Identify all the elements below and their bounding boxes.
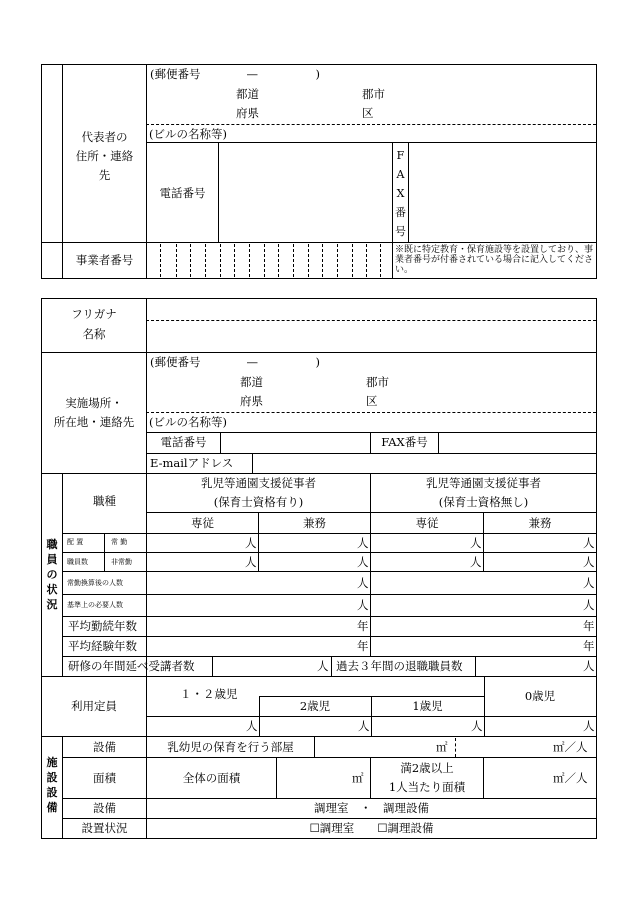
side-char: 設 — [46, 771, 58, 784]
unit-sqm[interactable]: ㎡ — [436, 740, 448, 754]
unit-year[interactable]: 年 — [357, 639, 369, 653]
staff-status-side-label — [43, 537, 61, 612]
fulltime-header-b: 専従 — [415, 516, 439, 530]
retired-label: 過去３年間の退職職員数 — [336, 659, 463, 673]
area-label: 面積 — [93, 771, 116, 785]
unqualified-header-2: (保育士資格無し) — [438, 495, 529, 509]
prefecture-label-2: 府県 — [236, 106, 259, 120]
phone-input[interactable] — [219, 143, 391, 241]
city-label-4: 区 — [366, 394, 378, 408]
parttime-header-b: 兼務 — [528, 516, 552, 530]
unit-sqm-per-person[interactable]: ㎡／人 — [553, 740, 588, 754]
training-label: 研修の年間延べ受講者数 — [68, 659, 195, 673]
postal-code-label-2[interactable]: (郵便番号 — ) — [150, 355, 320, 369]
unit-year[interactable]: 年 — [583, 639, 595, 653]
fulltime-row-label: 常 勤 — [111, 538, 128, 546]
unit-year[interactable]: 年 — [583, 619, 595, 633]
qualified-header-1: 乳児等通園支援従事者 — [201, 476, 316, 490]
fax-char: 号 — [395, 225, 406, 238]
equipment-label-2: 設備 — [93, 801, 116, 815]
building-name-label[interactable]: (ビルの名称等) — [149, 127, 227, 141]
prefecture-label-1: 都道 — [236, 87, 259, 101]
postal-code-label[interactable]: (郵便番号 — ) — [150, 67, 320, 81]
furigana-label: フリガナ — [71, 307, 117, 321]
email-input[interactable] — [253, 454, 595, 473]
unit-person[interactable]: 人 — [357, 598, 369, 612]
unit-sqm-per-person[interactable]: ㎡／人 — [553, 771, 588, 785]
phone-label-2: 電話番号 — [160, 435, 207, 449]
unit-person[interactable]: 人 — [317, 659, 329, 673]
facility-side-label — [43, 755, 61, 815]
staff-count-label: 職員数 — [67, 558, 88, 566]
unit-person[interactable]: 人 — [357, 536, 369, 550]
required-count-label: 基準上の必要人数 — [67, 601, 123, 609]
side-char: 員 — [46, 553, 58, 566]
city-label-2: 区 — [362, 106, 374, 120]
unit-person[interactable]: 人 — [246, 719, 258, 733]
rep-label-1: 代表者の — [81, 130, 128, 144]
rep-label-2: 住所・連絡 — [75, 149, 134, 163]
phone-input-2[interactable] — [221, 433, 369, 452]
email-label: E-mailアドレス — [150, 456, 234, 470]
fte-count-label: 常勤換算後の人数 — [67, 579, 123, 587]
unit-sqm[interactable]: ㎡ — [352, 771, 364, 785]
unit-person[interactable]: 人 — [583, 719, 595, 733]
side-char: 況 — [46, 598, 58, 611]
age0-header: 0歳児 — [524, 689, 556, 703]
side-char: の — [46, 568, 58, 581]
side-char: 備 — [46, 801, 58, 814]
side-char: 状 — [46, 583, 58, 596]
rep-label-3: 先 — [98, 168, 111, 182]
phone-label: 電話番号 — [159, 186, 206, 200]
fax-char: X — [396, 187, 405, 200]
unit-person[interactable]: 人 — [471, 719, 483, 733]
building-name-label-2[interactable]: (ビルの名称等) — [149, 415, 227, 429]
unit-person[interactable]: 人 — [583, 659, 595, 673]
parttime-header-a: 兼務 — [303, 516, 326, 530]
age1-header: 1歳児 — [412, 699, 443, 713]
location-label-1: 実施場所・ — [65, 396, 123, 410]
qualified-header-2: (保育士資格有り) — [213, 495, 304, 509]
unit-person[interactable]: 人 — [583, 598, 595, 612]
prefecture-label-3: 都道 — [240, 375, 263, 389]
unit-person[interactable]: 人 — [245, 555, 257, 569]
fulltime-header-a: 専従 — [191, 516, 214, 530]
job-type-label: 職種 — [93, 494, 116, 508]
fax-char: F — [396, 149, 405, 162]
haichi-label: 配 置 — [67, 538, 84, 546]
kitchen-checkboxes[interactable]: ☐調理室 ☐調理設備 — [309, 821, 434, 835]
city-label-3: 郡市 — [366, 375, 389, 389]
fax-label — [393, 148, 408, 239]
fax-input[interactable] — [409, 143, 595, 241]
unit-person[interactable]: 人 — [470, 555, 482, 569]
location-label-2: 所在地・連絡先 — [53, 415, 135, 429]
unit-person[interactable]: 人 — [245, 536, 257, 550]
unqualified-header-1: 乳児等通園支援従事者 — [426, 476, 541, 490]
per-person-label-1: 満2歳以上 — [400, 761, 454, 775]
side-char: 設 — [46, 786, 58, 799]
name-label: 名称 — [82, 327, 106, 341]
age12-header: １・２歳児 — [180, 687, 238, 701]
unit-person[interactable]: 人 — [583, 576, 595, 590]
fax-char: A — [396, 168, 405, 181]
kitchen-title: 調理室 ・ 調理設備 — [314, 801, 429, 815]
capacity-label: 利用定員 — [71, 699, 117, 713]
side-char: 職 — [46, 538, 58, 551]
avg-experience-label: 平均経験年数 — [68, 639, 137, 653]
age2-header: 2歳児 — [299, 699, 331, 713]
furigana-input[interactable] — [147, 299, 595, 319]
name-input[interactable] — [147, 322, 595, 351]
unit-person[interactable]: 人 — [583, 555, 595, 569]
unit-person[interactable]: 人 — [470, 536, 482, 550]
parttime-row-label: 非常勤 — [111, 558, 132, 566]
equipment-label: 設備 — [93, 740, 116, 754]
side-char: 施 — [46, 756, 58, 769]
total-area-label: 全体の面積 — [182, 771, 241, 785]
prefecture-label-4: 府県 — [240, 394, 263, 408]
business-number-label: 事業者番号 — [75, 253, 134, 267]
city-label-1: 郡市 — [362, 87, 385, 101]
unit-person[interactable]: 人 — [358, 719, 370, 733]
installation-status-label: 設置状況 — [81, 821, 128, 835]
fax-label-2: FAX番号 — [381, 435, 428, 449]
business-number-note: ※既に特定教育・保育施設等を設置しており、事業者番号が付番されている場合に記入してください。 — [395, 245, 594, 275]
per-person-label-2: 1人当たり面積 — [388, 780, 466, 794]
avg-tenure-label: 平均勤続年数 — [68, 619, 137, 633]
fax-char: 番 — [395, 206, 406, 219]
unit-person[interactable]: 人 — [357, 555, 369, 569]
unit-person[interactable]: 人 — [357, 576, 369, 590]
fax-input-2[interactable] — [439, 433, 595, 452]
unit-year[interactable]: 年 — [357, 619, 369, 633]
unit-person[interactable]: 人 — [583, 536, 595, 550]
nursing-room-label: 乳幼児の保育を行う部屋 — [167, 740, 294, 754]
